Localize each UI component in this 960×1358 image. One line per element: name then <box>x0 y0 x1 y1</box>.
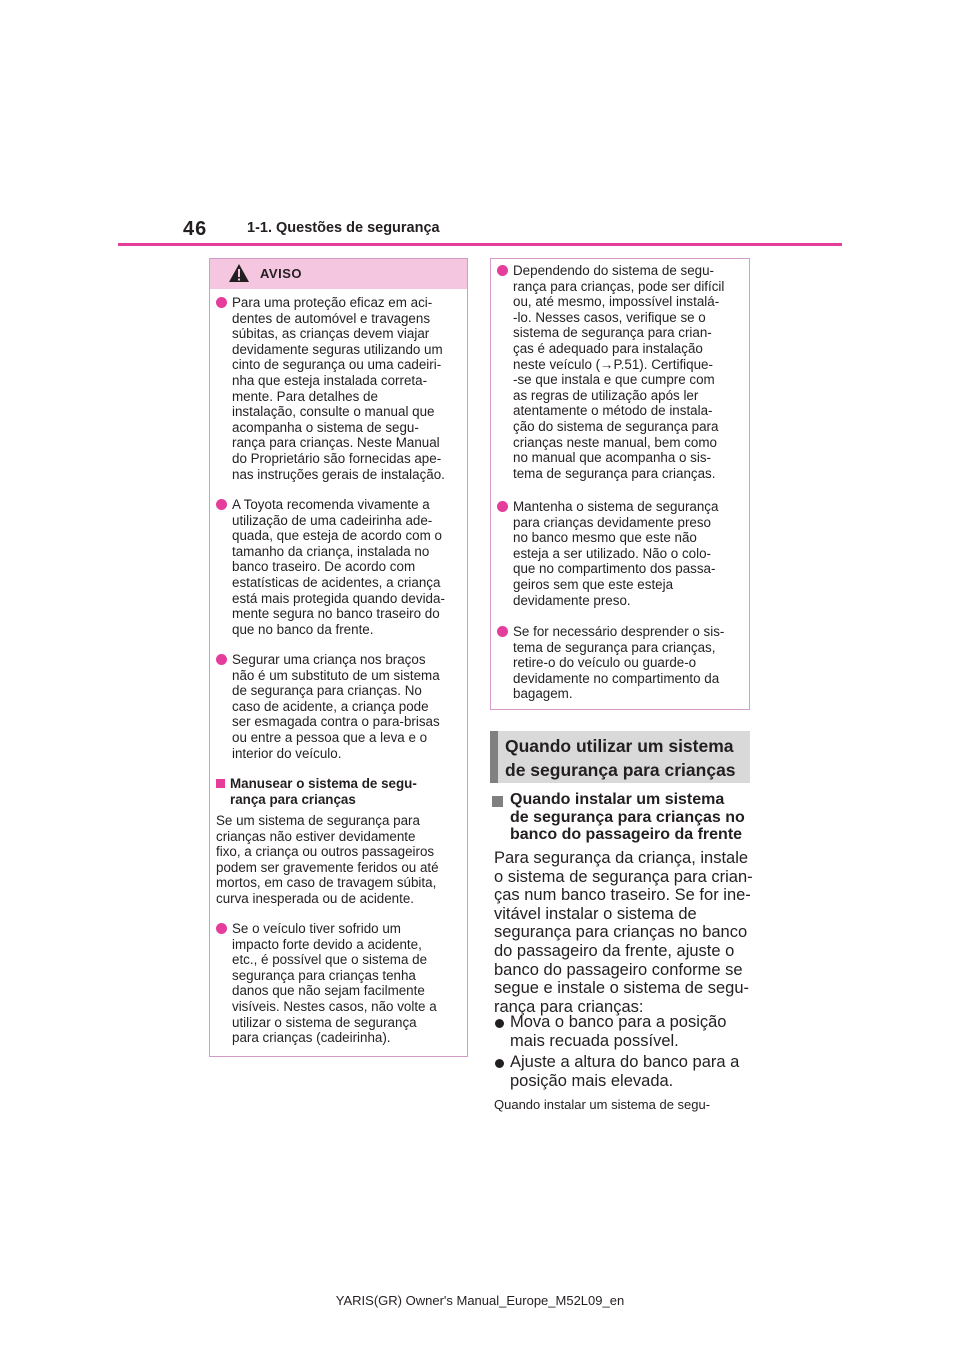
warning-bullet-1 <box>216 295 466 485</box>
bullet-dot <box>216 499 227 510</box>
square-bullet <box>492 796 503 807</box>
warning-bullet-2 <box>216 497 466 639</box>
bullet-dot <box>497 626 508 637</box>
bullet-text: Se o veículo tiver sofrido um impacto forte devido a acidente, etc., é possível que o sistema de segurança para crianças tenha danos que não sejam facilmente visíveis. Nestes casos, não volte a utilizar o sistema de segurança para crianças (cadeirinha). <box>232 921 437 1046</box>
header-rule <box>118 243 842 246</box>
step-1: Mova o banco para a posição mais recuada possível. <box>510 1013 727 1050</box>
bullet-text: Para uma proteção eficaz em aci- dentes de automóvel e travagens súbitas, as crianças devem viajar devidamente seguras utilizando um cinto de segurança ou uma cadeiri- nha que esteja instalada correta- mente. Para detalhes de instalação, consulte o manual que acompanha o sistema de segu- rança para crianças. Neste Manual do Proprietário são fornecidas ape- nas instruções gerais de instalação. <box>232 295 445 482</box>
bullet-dot <box>497 501 508 512</box>
step-bullet <box>495 1019 504 1028</box>
bullet-text: Dependendo do sistema de segu- rança para crianças, pode ser difícil ou, até mesmo, impossível instalá- -lo. Nesses casos, verifique se o sistema de segurança para crian- ças é adequado para instalação neste veículo (→P.51). Certifique- -se que instala e que cumpre com as regras de utilização após ler atentamente o método de instala- ção do sistema de segurança para crianças neste manual, bem como no manual que acompanha o sis- tema de segurança para crianças. <box>513 263 725 481</box>
warning-title: AVISO <box>260 266 302 281</box>
footer: YARIS(GR) Owner's Manual_Europe_M52L09_en <box>335 1293 625 1308</box>
bullet-dot <box>497 265 508 276</box>
continuation-text: Quando instalar um sistema de segu- <box>494 1097 711 1112</box>
bullet-text: A Toyota recomenda vivamente a utilização de uma cadeirinha ade- quada, que esteja de acordo com o tamanho da criança, instalada no banco traseiro. De acordo com estatísticas de acidentes, a criança está mais protegida quando devida- mente segura no banco traseiro do que no banco da frente. <box>232 497 445 637</box>
warning-box-left <box>209 258 468 1057</box>
section-heading <box>490 731 750 783</box>
warning-bullet-6 <box>497 499 747 611</box>
bullet-dot <box>216 297 227 308</box>
bullet-dot <box>216 923 227 934</box>
bullet-text: Se for necessário desprender o sis- tema de segurança para crianças, retire-o do veículo ou guarde-o devidamente no compartimento da bagagem. <box>513 624 725 702</box>
main-paragraph: Para segurança da criança, instale o sistema de segurança para crian- ças num banco traseiro. Se for ine- vitável instalar o sistema de segurança para crianças no banco do passageiro da frente, ajuste o banco do passageiro conforme se segue e instale o sistema de segu- rança para crianças: <box>494 849 753 1016</box>
subheading-text: Manusear o sistema de segu- rança para crianças <box>230 776 417 807</box>
bullet-text: Segurar uma criança nos braços não é um substituto de um sistema de segurança para crianças. No caso de acidente, a criança pode ser esmagada contra o para-brisas ou entre a pessoa que a leva e o interior do veículo. <box>232 652 440 761</box>
warning-bullet-3 <box>216 652 466 764</box>
warning-paragraph: Se um sistema de segurança para crianças não estiver devidamente fixo, a criança ou outros passageiros podem ser gravemente feridos ou até mortos, em caso de travagem súbita, curva inesperada ou de acidente. <box>216 813 439 906</box>
main-subheading: Quando instalar um sistema de segurança para crianças no banco do passageiro da frente <box>510 791 745 844</box>
bullet-dot <box>216 654 227 665</box>
warning-box-right <box>490 258 750 710</box>
step-2: Ajuste a altura do banco para a posição mais elevada. <box>510 1053 740 1090</box>
bullet-text: Mantenha o sistema de segurança para crianças devidamente preso no banco mesmo que este não esteja a ser utilizado. Não o colo- que no compartimento dos passa- geiros sem que este esteja devidamente preso. <box>513 499 719 608</box>
warning-subheading <box>216 776 466 810</box>
section-heading-text: Quando utilizar um sistema de segurança para crianças <box>505 736 736 780</box>
step-bullet <box>495 1059 504 1068</box>
section-title: 1-1. Questões de segurança <box>247 220 440 236</box>
warning-bullet-5 <box>497 263 747 483</box>
warning-header <box>210 259 467 289</box>
square-bullet <box>216 779 225 788</box>
warning-bullet-7 <box>497 624 747 704</box>
warning-triangle-icon <box>228 263 250 283</box>
heading-bar <box>490 731 498 783</box>
warning-bullet-4 <box>216 921 466 1049</box>
page-number: 46 <box>183 218 208 240</box>
